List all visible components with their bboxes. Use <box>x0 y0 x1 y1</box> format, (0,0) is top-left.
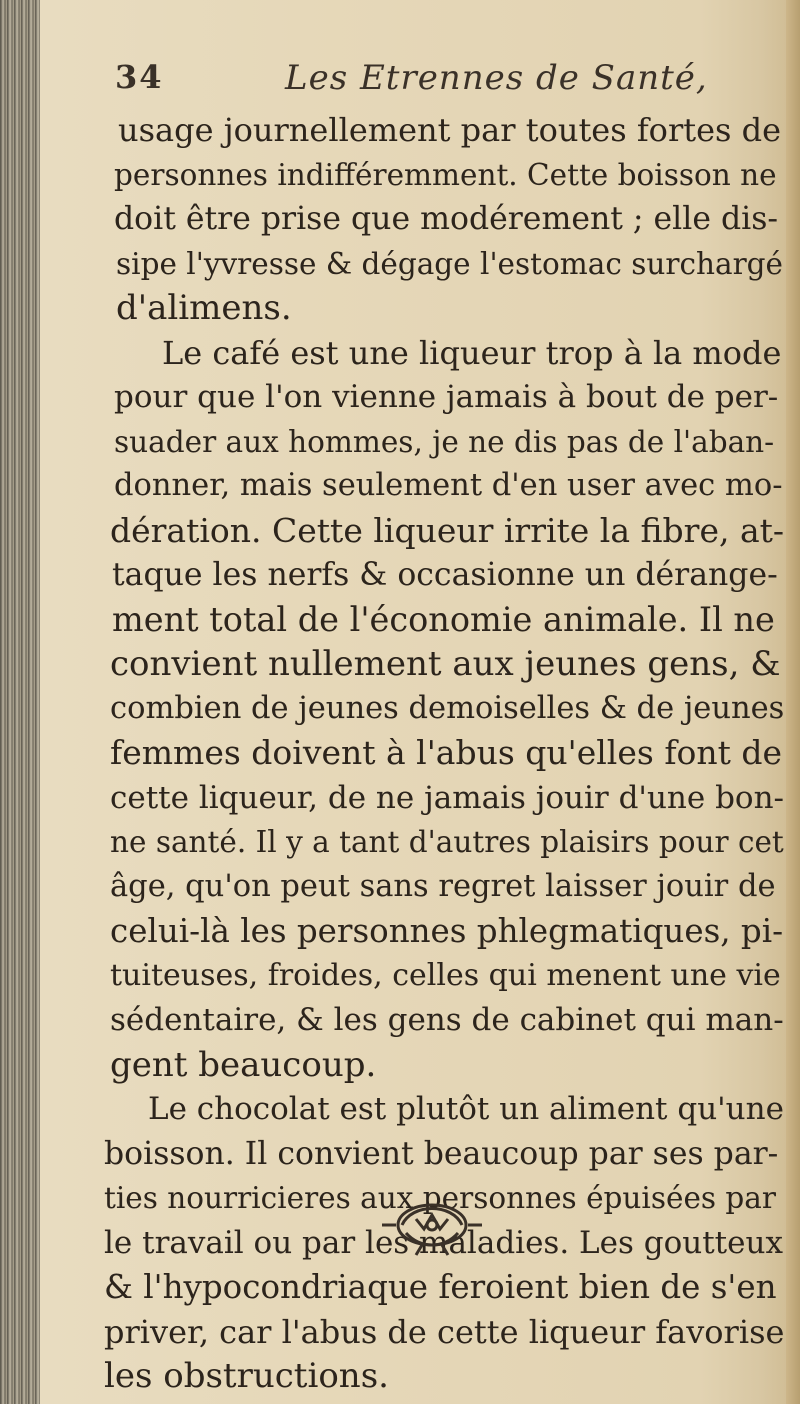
text-line: & l'hypocondriaque feroient bien de s'en <box>104 1268 777 1306</box>
text-line: ties nourricieres aux personnes épuisées par <box>104 1181 776 1215</box>
text-line: combien de jeunes demoiselles & de jeunes <box>110 690 784 726</box>
text-line: suader aux hommes, je ne dis pas de l'aban- <box>114 424 775 459</box>
text-line: tuiteuses, froides, celles qui menent une vie <box>110 957 781 993</box>
text-line: ment total de l'économie animale. Il ne <box>112 599 775 639</box>
tailpiece-ornament <box>376 1195 488 1259</box>
text-line: taque les nerfs & occasionne un dérange- <box>112 557 778 593</box>
book-page <box>60 0 784 1404</box>
text-line: sipe l'yvresse & dégage l'estomac surchargé <box>116 246 784 281</box>
text-line: convient nullement aux jeunes gens, & <box>110 644 781 684</box>
page-edge <box>786 0 800 1404</box>
text-line: cette liqueur, de ne jamais jouir d'une bon- <box>110 779 784 816</box>
text-line: boisson. Il convient beaucoup par ses par- <box>104 1135 779 1172</box>
text-line: Le chocolat est plutôt un aliment qu'une <box>148 1091 784 1127</box>
page-number: 34 <box>115 58 164 96</box>
text-line: personnes indifféremment. Cette boisson ne <box>114 157 777 192</box>
text-line: Le café est une liqueur trop à la mode <box>162 333 782 372</box>
text-line: sédentaire, & les gens de cabinet qui man- <box>110 1002 784 1038</box>
text-line: le travail ou par les maladies. Les goutteux <box>104 1224 783 1261</box>
text-line: d'alimens. <box>116 288 292 328</box>
page-header <box>115 58 755 108</box>
text-line: gent beaucoup. <box>110 1044 377 1085</box>
text-line: ne santé. Il y a tant d'autres plaisirs pour cet <box>110 825 784 859</box>
running-title: Les Etrennes de Santé, <box>285 58 708 98</box>
text-line: priver, car l'abus de cette liqueur favorise <box>104 1312 784 1351</box>
book-binding-edge <box>0 0 40 1404</box>
text-line: pour que l'on vienne jamais à bout de per- <box>114 379 779 415</box>
text-line: dération. Cette liqueur irrite la fibre, at- <box>110 510 784 550</box>
text-line: femmes doivent à l'abus qu'elles font de <box>110 733 783 772</box>
text-line: les obstructions. <box>104 1356 389 1396</box>
text-line: celui-là les personnes phlegmatiques, pi- <box>110 912 784 950</box>
text-line: âge, qu'on peut sans regret laisser jouir de <box>110 868 776 904</box>
text-line: doit être prise que modérement ; elle dis- <box>114 201 779 237</box>
text-line: usage journellement par toutes fortes de <box>118 111 782 149</box>
text-line: donner, mais seulement d'en user avec mo- <box>114 468 783 503</box>
